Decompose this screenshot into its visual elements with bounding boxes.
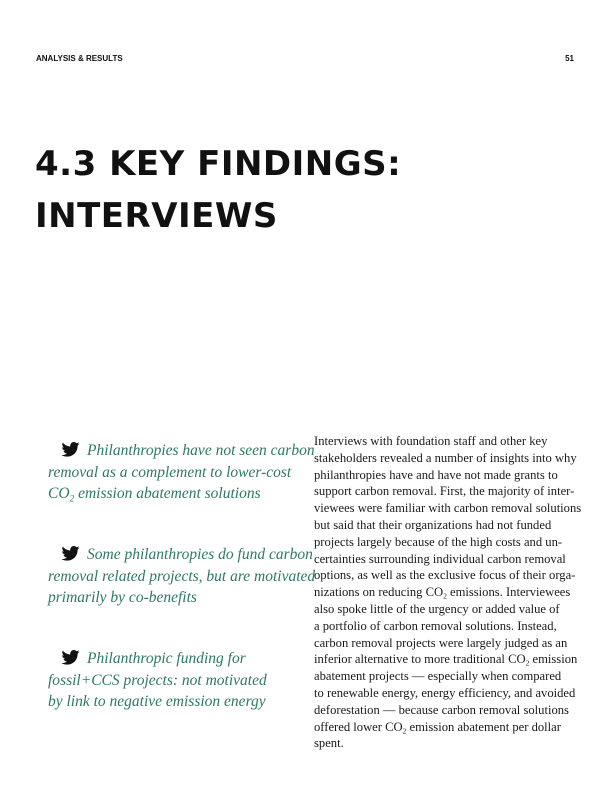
text: abatement projects — especially when compared	[314, 669, 562, 684]
body-line	[314, 433, 584, 450]
text: to renewable energy, energy efficiency, and avoided	[314, 685, 576, 700]
page-title-line-1: 4.3 KEY FINDINGS:	[35, 144, 402, 184]
text: emission	[529, 652, 578, 667]
pull-quote-line	[48, 483, 308, 505]
text: philanthropies have and have not made grants to	[314, 467, 558, 482]
pull-quote-line	[48, 544, 313, 566]
text: Philanthropies have not seen carbon	[87, 442, 315, 459]
body-line	[314, 584, 584, 601]
body-line	[314, 483, 584, 500]
text: nizations on reducing CO	[314, 585, 444, 600]
text: projects largely because of the high costs and un-	[314, 534, 563, 549]
body-line	[314, 450, 584, 467]
body-line	[314, 500, 584, 517]
body-paragraph	[314, 433, 584, 752]
pull-quote-line	[48, 566, 316, 588]
text: emissions. Interviewees	[446, 585, 571, 600]
text: stakeholders revealed a number of insights into why	[314, 450, 577, 465]
body-line	[314, 635, 584, 652]
text: by link to negative emission energy	[48, 693, 266, 710]
text: certainties surrounding individual carbon removal	[314, 551, 566, 566]
page-title	[35, 138, 401, 242]
twitter-bird-icon[interactable]	[61, 546, 80, 561]
body-line	[314, 719, 584, 736]
text: emission abatement solutions	[74, 485, 261, 502]
text: Philanthropic funding for	[87, 650, 246, 667]
text: fossil+CCS projects: not motivated	[48, 671, 267, 689]
body-line	[314, 735, 584, 752]
twitter-bird-icon[interactable]	[61, 650, 80, 665]
text: carbon removal projects were largely judged as an	[314, 635, 568, 650]
page-number: 51	[565, 54, 574, 63]
text: support carbon removal. First, the majority of inter-	[314, 484, 575, 499]
pull-quote-line	[48, 440, 315, 462]
body-line	[314, 467, 584, 484]
text: but said that their organizations had not funded	[314, 517, 552, 532]
body-line	[314, 551, 584, 568]
pull-quote	[48, 544, 316, 609]
body-line	[314, 567, 584, 584]
text: Interviews with foundation staff and other key	[314, 434, 548, 448]
pull-quote	[48, 648, 308, 713]
body-line	[314, 668, 584, 685]
pull-quote-line	[48, 670, 308, 692]
body-line	[314, 685, 584, 702]
pull-quote-line	[48, 691, 308, 713]
running-header-section: ANALYSIS & RESULTS	[36, 54, 123, 63]
subscript: 2	[525, 659, 530, 668]
text: offered lower CO	[314, 719, 403, 734]
body-line	[314, 651, 584, 668]
pull-quote-line	[48, 648, 308, 670]
page-title-line-2: INTERVIEWS	[35, 196, 278, 236]
pull-quote	[48, 440, 315, 505]
text: emission abatement per dollar	[406, 719, 561, 734]
text: removal related projects, but are motivated	[48, 567, 316, 585]
body-line	[314, 618, 584, 635]
body-line	[314, 534, 584, 551]
text: options, as well as the exclusive focus of their orga-	[314, 568, 576, 583]
body-line	[314, 601, 584, 618]
text: Some philanthropies do fund carbon	[87, 546, 313, 563]
text: a portfolio of carbon removal solutions. Instead,	[314, 618, 557, 633]
text: spent.	[314, 736, 344, 751]
text: removal as a complement to lower-cost	[48, 463, 292, 481]
pull-quote-line	[48, 462, 308, 484]
text: inferior alternative to more traditional CO	[314, 652, 526, 667]
subscript: 2	[69, 494, 75, 505]
body-line	[314, 517, 584, 534]
twitter-bird-icon[interactable]	[61, 442, 80, 457]
body-line	[314, 702, 584, 719]
subscript: 2	[443, 591, 447, 601]
pull-quote-line	[48, 587, 308, 609]
text: viewees were familiar with carbon removal solutions	[314, 501, 582, 516]
text: primarily by co-benefits	[48, 589, 197, 606]
text: deforestation — because carbon removal solutions	[314, 702, 569, 717]
subscript: 2	[402, 726, 407, 736]
text: CO	[48, 485, 70, 502]
text: also spoke little of the urgency or added value of	[314, 601, 560, 616]
